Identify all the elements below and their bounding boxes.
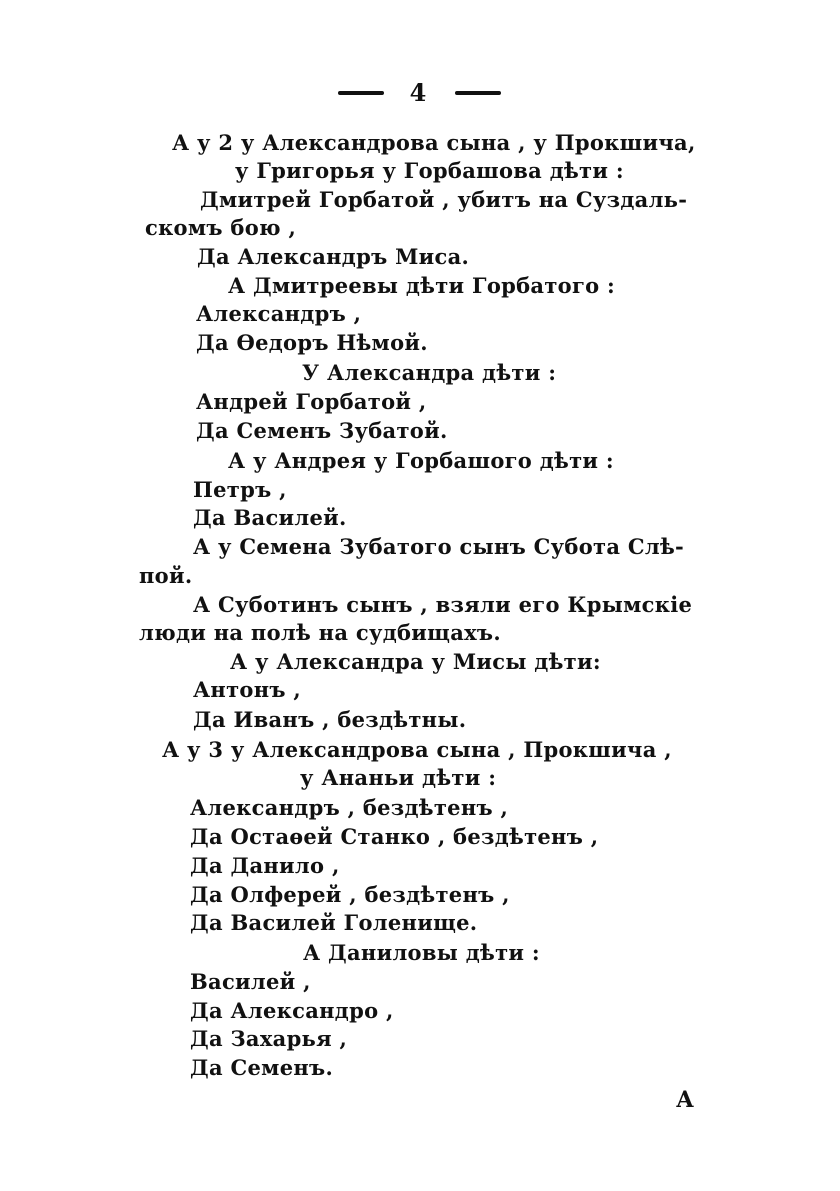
text-line: А у Александра у Мисы дѣти: [230,649,601,674]
text-line: у Григорья у Горбашова дѣти : [235,158,624,183]
text-line: Андрей Горбатой , [196,389,427,414]
text-line: У Александра дѣти : [302,360,557,385]
header-dash-left [338,91,384,95]
text-line: Да Семенъ. [190,1055,334,1080]
text-line: скомъ бою , [145,215,297,240]
text-line: Да Александръ Миса. [197,244,470,269]
header-dash-right [455,91,501,95]
text-line: Да Василей. [193,505,347,530]
text-line: Да Захарья , [190,1026,348,1051]
text-line: А у 3 у Александрова сына , Прокшича , [162,737,672,762]
text-line: Да Олферей , бездѣтенъ , [190,882,510,907]
text-line: Петръ , [193,477,287,502]
text-line: Да Данило , [190,853,340,878]
text-line: А Даниловы дѣти : [303,940,540,965]
catchword: А [676,1087,694,1113]
text-line: Александръ , бездѣтенъ , [190,795,509,820]
text-line: Александръ , [196,301,362,326]
text-line: Да Ѳедоръ Нѣмой. [196,330,428,355]
page-number: 4 [409,78,427,107]
text-line: А у Семена Зубатого сынъ Субота Слѣ- [193,534,685,559]
text-line: А у Андрея у Горбашого дѣти : [228,448,614,473]
text-line: пой. [139,563,193,588]
text-line: А Дмитреевы дѣти Горбатого : [228,273,616,298]
text-line: Да Иванъ , бездѣтны. [193,707,467,732]
text-line: люди на полѣ на судбищахъ. [139,620,501,645]
text-line: Да Остаѳей Станко , бездѣтенъ , [190,824,599,849]
text-line: у Ананьи дѣти : [300,765,497,790]
text-line: А у 2 у Александрова сына , у Прокшича, [172,130,696,155]
text-line: А Суботинъ сынъ , взяли его Крымскіе [193,592,693,617]
text-line: Да Василей Голенище. [190,910,478,935]
page-header [0,78,840,108]
text-line: Да Александро , [190,998,394,1023]
text-line: Василей , [190,969,311,994]
text-line: Дмитрей Горбатой , убитъ на Суздаль- [200,187,688,212]
text-line: Да Семенъ Зубатой. [196,418,448,443]
text-line: Антонъ , [193,677,301,702]
